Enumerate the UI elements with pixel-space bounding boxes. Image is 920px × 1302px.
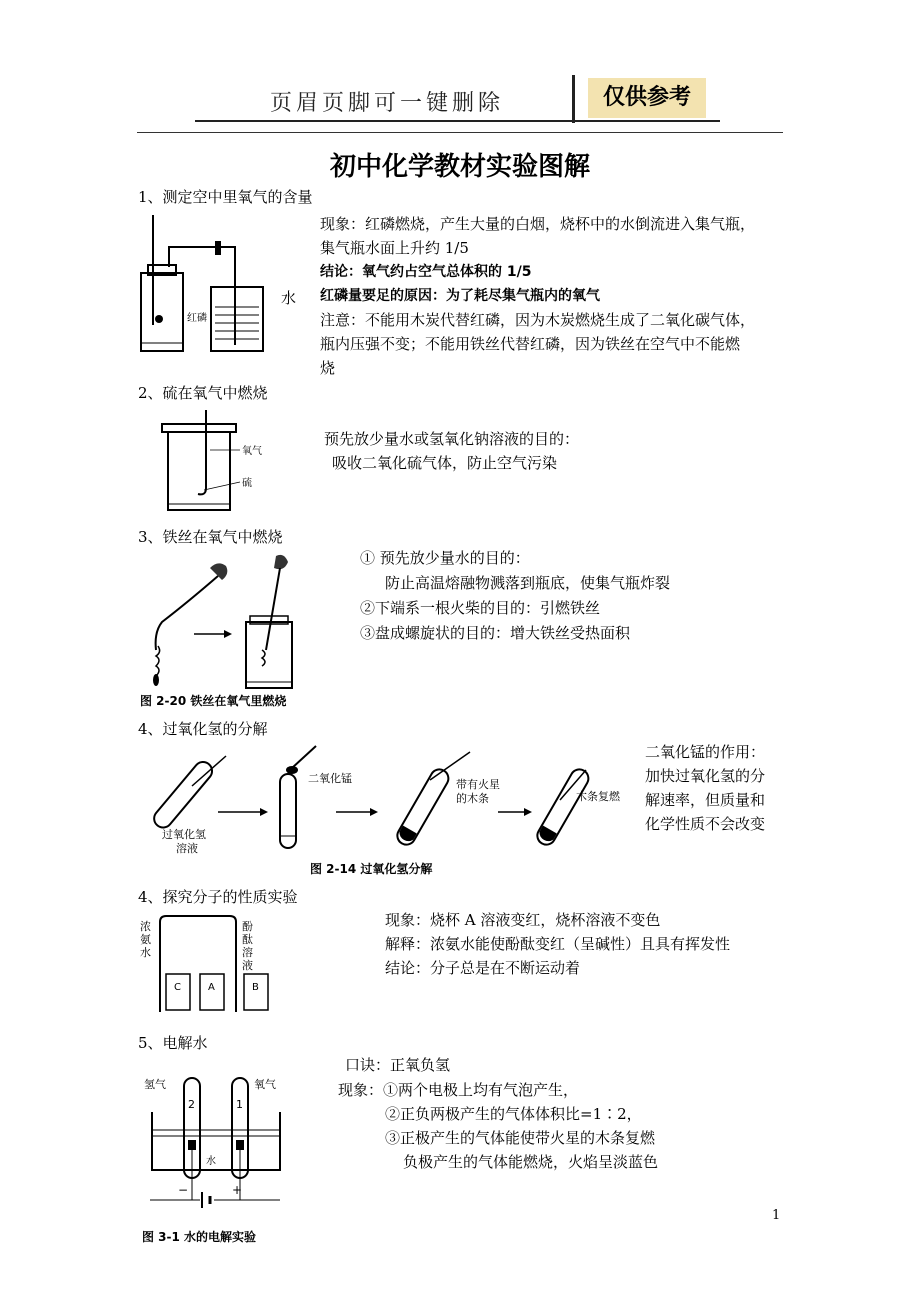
s4-caption: 图 2-14 过氧化氢分解 [310, 862, 433, 876]
label-splint-1: 带有火星 [456, 778, 500, 791]
s3-line-4: ③盘成螺旋状的目的：增大铁丝受热面积 [360, 624, 631, 642]
label-plus: + [232, 1183, 243, 1197]
label-oxygen-gas: 氧气 [254, 1078, 276, 1091]
beaker-c: C [174, 982, 181, 993]
label-minus: − [178, 1183, 189, 1197]
label-phenol-4: 液 [242, 959, 253, 972]
s2-line-1: 预先放少量水或氢氧化钠溶液的目的： [324, 430, 580, 448]
s3-line-2: 防止高温熔融物溅落到瓶底，使集气瓶炸裂 [385, 574, 671, 592]
label-phenol-2: 酞 [242, 933, 253, 946]
section-3-heading: 3、铁丝在氧气中燃烧 [138, 528, 283, 546]
s3-caption: 图 2-20 铁丝在氧气里燃烧 [140, 694, 287, 708]
s1-line-3: 结论：氧气约占空气总体积的 1/5 [320, 264, 532, 280]
label-splint-2: 的木条 [456, 792, 489, 805]
s1-line-4: 红磷量要足的原因：为了耗尽集气瓶内的氧气 [320, 288, 600, 304]
label-ammonia-1: 浓 [140, 920, 151, 933]
label-h2o2-2: 溶液 [176, 842, 198, 855]
figure-iron-wire [138, 550, 308, 712]
s5-line-3: 结论：分子总是在不断运动着 [385, 959, 581, 977]
figure-molecule-motion [138, 912, 278, 1016]
s4-line-4: 化学性质不会改变 [645, 815, 766, 833]
beaker-b: B [252, 982, 259, 993]
s4-line-3: 解速率，但质量和 [645, 791, 766, 809]
label-ammonia-2: 氨 [140, 933, 151, 946]
section-5-heading: 4、探究分子的性质实验 [138, 888, 298, 906]
s5-line-1: 现象：烧杯 A 溶液变红，烧杯溶液不变色 [385, 911, 661, 929]
figure-h2o2-decomposition [140, 740, 640, 878]
s3-line-1: ① 预先放少量水的目的： [360, 549, 530, 567]
s1-line-1: 现象：红磷燃烧，产生大量的白烟，烧杯中的水倒流进入集气瓶， [320, 215, 756, 233]
header-badge: 仅供参考 [588, 78, 706, 118]
s6-line-5: 负极产生的气体能燃烧，火焰呈淡蓝色 [403, 1153, 659, 1171]
figure-sulfur-burning [160, 410, 270, 515]
section-4-heading: 4、过氧化氢的分解 [138, 720, 268, 738]
label-relit: 木条复燃 [576, 790, 620, 803]
s6-line-2: 现象：①两个电极上均有气泡产生， [338, 1081, 579, 1099]
s6-caption: 图 3-1 水的电解实验 [142, 1230, 257, 1244]
label-hydrogen: 氢气 [144, 1078, 166, 1091]
label-mno2: 二氧化锰 [308, 772, 352, 785]
section-6-heading: 5、电解水 [138, 1034, 208, 1052]
s5-line-2: 解释：浓氨水能使酚酞变红（呈碱性）且具有挥发性 [385, 935, 731, 953]
label-sulfur: 硫 [242, 478, 252, 489]
page-title: 初中化学教材实验图解 [329, 152, 590, 182]
figure-oxygen-content [135, 215, 305, 355]
s4-line-2: 加快过氧化氢的分 [645, 767, 766, 785]
s1-line-7: 烧 [320, 359, 336, 377]
label-phenol-3: 溶 [242, 946, 253, 959]
header-divider [572, 75, 575, 123]
label-volume-1: 1 [236, 1098, 243, 1111]
label-phenol-1: 酚 [242, 920, 253, 933]
label-volume-2: 2 [188, 1098, 195, 1111]
label-water-e: 水 [206, 1156, 216, 1167]
s6-line-1: 口诀：正氧负氢 [345, 1056, 451, 1074]
figure-water-electrolysis [140, 1070, 300, 1220]
s6-line-3: ②正负两极产生的气体体积比=1∶2， [385, 1105, 642, 1123]
label-oxygen: 氧气 [242, 446, 262, 457]
s4-line-1: 二氧化锰的作用： [645, 743, 766, 761]
s6-line-4: ③正极产生的气体能使带火星的木条复燃 [385, 1129, 656, 1147]
s2-line-2: 吸收二氧化硫气体，防止空气污染 [332, 454, 558, 472]
label-h2o2-1: 过氧化氢 [162, 828, 206, 841]
label-red-phosphorus: 红磷 [187, 313, 207, 324]
label-ammonia-3: 水 [140, 946, 151, 959]
s1-line-5: 注意：不能用木炭代替红磷，因为木炭燃烧生成了二氧化碳气体， [320, 311, 756, 329]
beaker-a: A [208, 982, 215, 993]
header-text: 页眉页脚可一键删除 [270, 91, 505, 116]
s1-line-2: 集气瓶水面上升约 1/5 [320, 239, 469, 257]
header-underline [195, 120, 720, 122]
section-1-heading: 1、测定空中里氧气的含量 [138, 188, 313, 206]
label-water: 水 [281, 289, 297, 307]
s3-line-3: ②下端系一根火柴的目的：引燃铁丝 [360, 599, 601, 617]
s1-line-6: 瓶内压强不变；不能用铁丝代替红磷，因为铁丝在空气中不能燃 [320, 335, 741, 353]
header-rule [137, 132, 783, 133]
section-2-heading: 2、硫在氧气中燃烧 [138, 384, 268, 402]
page-number: 1 [772, 1208, 781, 1223]
